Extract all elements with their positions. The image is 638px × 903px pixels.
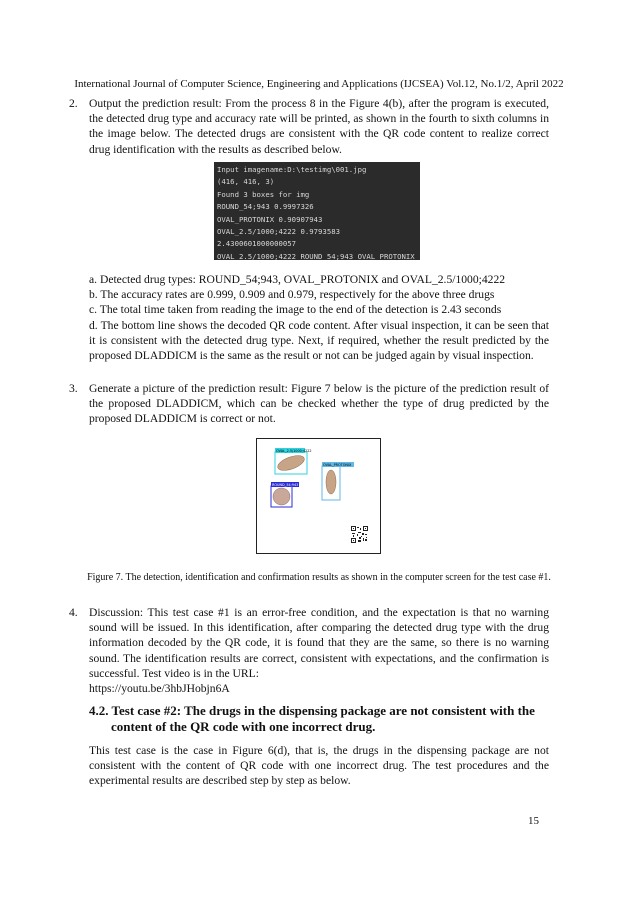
- result-c: c. The total time taken from reading the image to the end of the detection is 2.43 seconds: [89, 303, 502, 317]
- detection-label-top: OVAL_2.5/1000;4222: [276, 449, 312, 453]
- pill-oval-top: [276, 453, 306, 474]
- list-text: Output the prediction result: From the process 8 in the Figure 4(b), after the program is executed, the detected drug type and accuracy rate will be printed, as shown in the fourth to sixth columns in the image below. The detected drugs are consistent with the QR code content to realize correct drug identification with the results as described below.: [89, 97, 549, 156]
- section-title-line2: content of the QR code with one incorrect drug.: [111, 719, 376, 734]
- page-number: 15: [528, 815, 539, 827]
- console-line: ROUND_54;943 0.9997326: [217, 202, 314, 212]
- console-line: OVAL_2.5/1000;4222 ROUND_54;943 OVAL_PROTONIX: [217, 251, 415, 260]
- result-a: a. Detected drug types: ROUND_54;943, OVAL_PROTONIX and OVAL_2.5/1000;4222: [89, 273, 506, 286]
- pill-round-left: [273, 488, 290, 505]
- section-title-line1: Test case #2: The drugs in the dispensing package are not consistent with the: [111, 703, 535, 718]
- paragraph-text: This test case is the case in Figure 6(d), that is, the drugs in the dispensing package are not consistent with the content of QR code with one incorrect drug. The test procedures and the experimental results are described step by step as below.: [89, 744, 549, 788]
- console-line: Found 3 boxes for img: [217, 189, 310, 199]
- console-line: Input imagename:D:\testimg\001.jpg: [217, 165, 367, 174]
- video-link[interactable]: https://youtu.be/3hbJHobjn6A: [89, 682, 230, 696]
- figure-7-image: [256, 438, 381, 554]
- list-text: Discussion: This test case #1 is an error-free condition, and the expectation is that no warning sound will be issued. In this identification, after comparing the detected drug type with the drug information decoded by the QR code, it is found that they are the same, so there is no warning sound. The identification results are correct, consistent with expectations, and the confirmation is successful. Test video is in the URL:: [89, 606, 549, 680]
- result-b: b. The accuracy rates are 0.999, 0.909 and 0.979, respectively for the above three drugs: [89, 288, 495, 302]
- console-line: (416, 416, 3): [217, 177, 275, 187]
- list-text: Generate a picture of the prediction result: Figure 7 below is the picture of the prediction result of the proposed DLADDICM, which can be checked whether the type of drug predicted by the proposed DLADDICM is correct or not.: [89, 382, 549, 426]
- list-number: 2.: [69, 97, 78, 110]
- detection-label-right: OVAL_PROTONIX: [323, 463, 352, 467]
- detection-label-left: ROUND_54;943: [272, 483, 299, 487]
- list-number: 3.: [69, 382, 78, 395]
- console-line: OVAL_2.5/1000;4222 0.9793583: [217, 227, 341, 237]
- console-line: 2.4300601000000057: [217, 239, 297, 249]
- section-heading: [89, 703, 552, 735]
- list-item-3: [69, 381, 549, 427]
- list-item-4: [69, 605, 549, 696]
- detection-result-image: [257, 439, 380, 553]
- section-paragraph: [89, 743, 549, 789]
- figure-caption: Figure 7. The detection, identification and confirmation results as shown in the computer screen for the test case #1.: [87, 572, 551, 583]
- console-output-image: [214, 162, 420, 260]
- qr-code: [351, 526, 368, 543]
- list-item-2: [69, 96, 549, 157]
- list-number: 4.: [69, 606, 78, 619]
- running-header: International Journal of Computer Science, Engineering and Applications (IJCSEA) Vol.12, No.1/2, April 2022: [74, 78, 564, 90]
- result-d: d. The bottom line shows the decoded QR code content. After visual inspection, it can be seen that it is consistent with the detected drug type. Next, if required, whether the result predicted by the proposed DLADDICM is the same as the result or not can be judged again by visual inspection.: [89, 318, 549, 363]
- results-list: [89, 272, 549, 363]
- pill-oval-right: [326, 470, 336, 494]
- section-number: 4.2.: [89, 703, 109, 718]
- console-line: OVAL_PROTONIX 0.90907943: [217, 214, 323, 224]
